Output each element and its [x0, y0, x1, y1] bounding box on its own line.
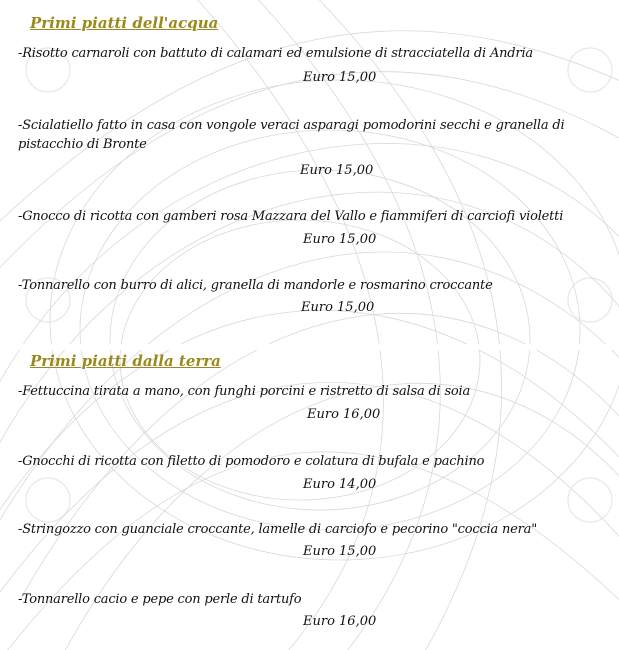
section-divider [0, 344, 619, 350]
section-title-acqua: Primi piatti dell'acqua [30, 14, 219, 32]
dish-scialatiello: -Scialatiello fatto in casa con vongole veraci asparagi pomodorini secchi e granella di pistacchio di Bronte [18, 118, 565, 152]
dish-gnocco: -Gnocco di ricotta con gamberi rosa Mazzara del Vallo e fiammiferi di carciofi violetti [18, 209, 564, 224]
section-title-terra: Primi piatti dalla terra [30, 352, 221, 370]
dish-gnocchi-ricotta: -Gnocchi di ricotta con filetto di pomodoro e colatura di bufala e pachino [18, 454, 485, 469]
price-risotto: Euro 15,00 [303, 70, 377, 85]
dish-tonnarello-alici: -Tonnarello con burro di alici, granella di mandorle e rosmarino croccante [18, 278, 493, 293]
price-scialatiello: Euro 15,00 [300, 163, 374, 178]
price-tonnarello-alici: Euro 15,00 [301, 300, 375, 315]
price-tonnarello-cacio: Euro 16,00 [303, 614, 377, 629]
price-fettuccina: Euro 16,00 [307, 407, 381, 422]
dish-fettuccina: -Fettuccina tirata a mano, con funghi porcini e ristretto di salsa di soia [18, 384, 471, 399]
price-gnocchi-ricotta: Euro 14,00 [303, 477, 377, 492]
price-stringozzo: Euro 15,00 [303, 544, 377, 559]
dish-tonnarello-cacio: -Tonnarello cacio e pepe con perle di tartufo [18, 592, 302, 607]
dish-risotto: -Risotto carnaroli con battuto di calamari ed emulsione di stracciatella di Andria [18, 46, 533, 61]
dish-stringozzo: -Stringozzo con guanciale croccante, lamelle di carciofo e pecorino "coccia nera" [18, 522, 537, 537]
price-gnocco: Euro 15,00 [303, 232, 377, 247]
